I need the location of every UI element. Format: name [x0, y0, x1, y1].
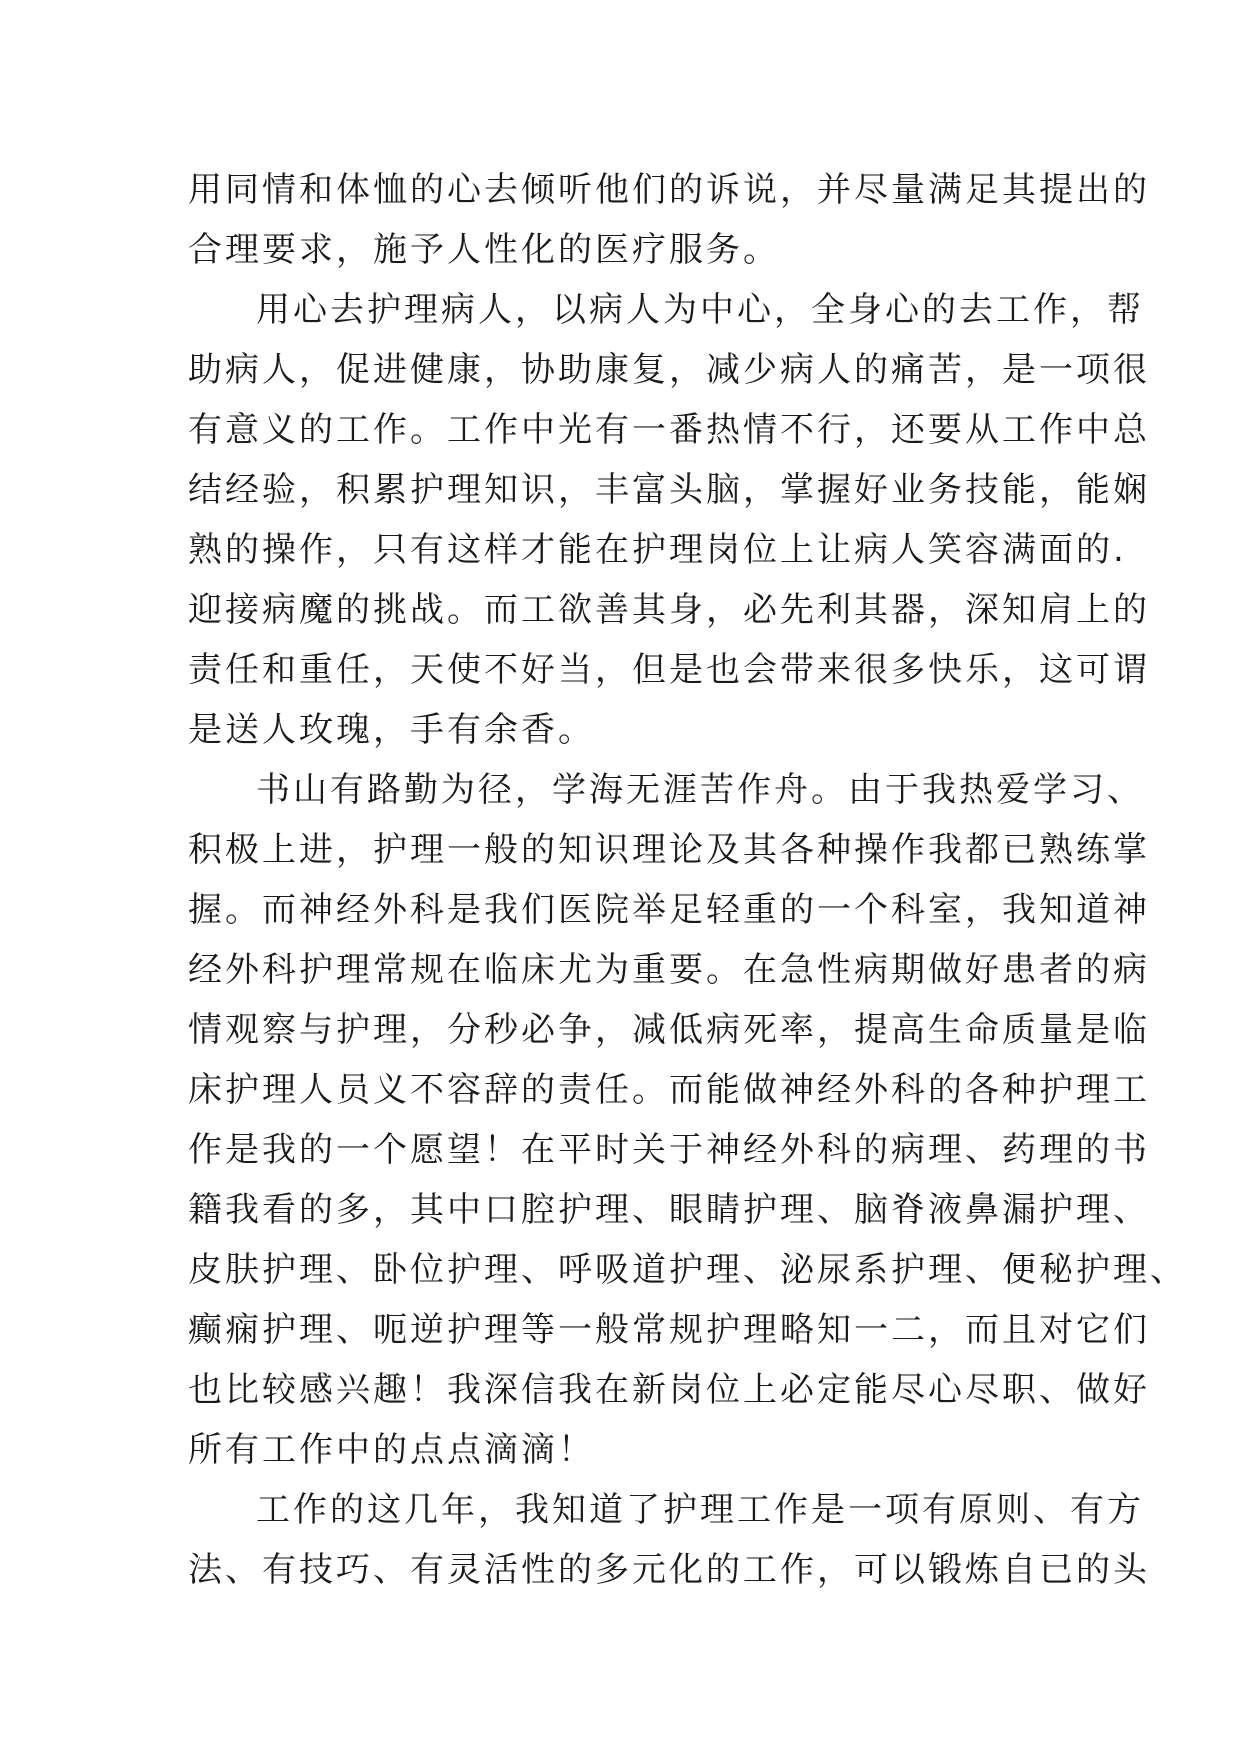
text-line: 责任和重任，天使不好当，但是也会带来很多快乐，这可谓 — [188, 650, 1150, 690]
text-line: 情观察与护理，分秒必争，减低病死率，提高生命质量是临 — [188, 1010, 1150, 1050]
text-line: 籍我看的多，其中口腔护理、眼睛护理、脑脊液鼻漏护理、 — [188, 1190, 1150, 1230]
paragraph-start-line: 工作的这几年，我知道了护理工作是一项有原则、有方 — [256, 1490, 1144, 1530]
text-line: 结经验，积累护理知识，丰富头脑，掌握好业务技能，能娴 — [188, 470, 1150, 510]
text-line: 经外科护理常规在临床尤为重要。在急性病期做好患者的病 — [188, 950, 1150, 990]
text-line: 所有工作中的点点滴滴！ — [188, 1430, 595, 1470]
text-line: 癫痫护理、呃逆护理等一般常规护理略知一二，而且对它们 — [188, 1310, 1150, 1350]
text-line: 皮肤护理、卧位护理、呼吸道护理、泌尿系护理、便秘护理、 — [188, 1250, 1187, 1290]
text-line: 积极上进，护理一般的知识理论及其各种操作我都已熟练掌 — [188, 830, 1150, 870]
text-line: 用同情和体恤的心去倾听他们的诉说，并尽量满足其提出的 — [188, 170, 1150, 210]
text-line: 合理要求，施予人性化的医疗服务。 — [188, 230, 780, 270]
text-line: 作是我的一个愿望！在平时关于神经外科的病理、药理的书 — [188, 1130, 1150, 1170]
text-line: 床护理人员义不容辞的责任。而能做神经外科的各种护理工 — [188, 1070, 1150, 1110]
text-line: 是送人玫瑰，手有余香。 — [188, 710, 595, 750]
text-line: 有意义的工作。工作中光有一番热情不行，还要从工作中总 — [188, 410, 1150, 450]
text-line: 助病人，促进健康，协助康复，减少病人的痛苦，是一项很 — [188, 350, 1150, 390]
document-body — [188, 160, 1187, 1600]
paragraph-start-line: 用心去护理病人，以病人为中心，全身心的去工作，帮 — [256, 290, 1144, 330]
text-line: 握。而神经外科是我们医院举足轻重的一个科室，我知道神 — [188, 890, 1150, 930]
text-line: 也比较感兴趣！我深信我在新岗位上必定能尽心尽职、做好 — [188, 1370, 1150, 1410]
paragraph-start-line: 书山有路勤为径，学海无涯苦作舟。由于我热爱学习、 — [256, 770, 1144, 810]
text-line: 迎接病魔的挑战。而工欲善其身，必先利其器，深知肩上的 — [188, 590, 1150, 630]
text-line: 法、有技巧、有灵活性的多元化的工作，可以锻炼自已的头 — [188, 1550, 1150, 1590]
text-line: 熟的操作，只有这样才能在护理岗位上让病人笑容满面的. — [188, 530, 1127, 570]
